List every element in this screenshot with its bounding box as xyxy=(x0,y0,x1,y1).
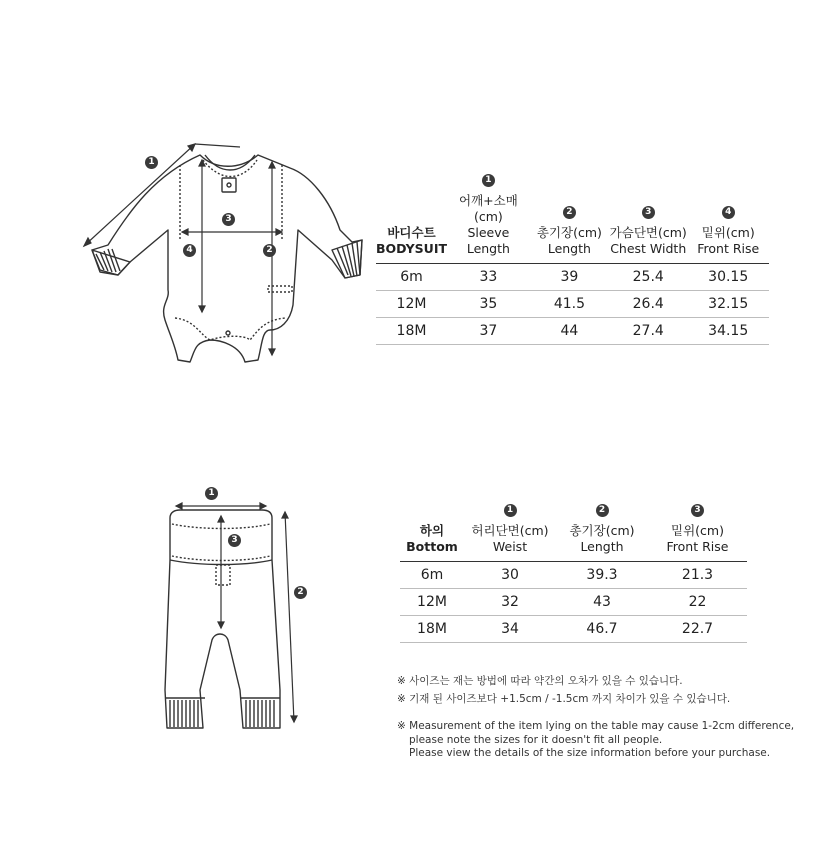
value-cell: 27.4 xyxy=(609,318,687,345)
column-label-kr: 밑위(cm) xyxy=(671,523,724,538)
row-label-header xyxy=(400,504,464,562)
size-cell: 18M xyxy=(376,318,447,345)
column-label-kr: 허리단면(cm) xyxy=(471,523,549,538)
value-cell: 21.3 xyxy=(648,562,747,589)
marker-2-icon: 2 xyxy=(563,206,576,219)
value-cell: 33 xyxy=(447,264,530,291)
value-cell: 22.7 xyxy=(648,616,747,643)
column-label-kr: 총기장(cm) xyxy=(536,225,602,240)
value-cell: 41.5 xyxy=(530,291,609,318)
marker-1-icon: 1 xyxy=(205,487,218,500)
marker-2-icon: 2 xyxy=(596,504,609,517)
value-cell: 46.7 xyxy=(556,616,648,643)
marker-1-icon: 1 xyxy=(145,156,158,169)
value-cell: 22 xyxy=(648,589,747,616)
column-label-en: Front Rise xyxy=(697,241,760,256)
value-cell: 37 xyxy=(447,318,530,345)
column-label-en: Sleeve Length xyxy=(466,225,510,256)
value-cell: 30.15 xyxy=(687,264,769,291)
table-row xyxy=(400,562,747,589)
value-cell: 39.3 xyxy=(556,562,648,589)
marker-3-icon: 3 xyxy=(691,504,704,517)
size-cell: 6m xyxy=(376,264,447,291)
bottom-size-table xyxy=(400,504,747,643)
bottom-label-kr: 하의 xyxy=(419,523,445,538)
marker-2-icon: 2 xyxy=(294,586,307,599)
value-cell: 30 xyxy=(464,562,556,589)
size-cell: 12M xyxy=(400,589,464,616)
bottom-label-en: Bottom xyxy=(406,539,458,554)
value-cell: 34.15 xyxy=(687,318,769,345)
marker-3-icon: 3 xyxy=(222,213,235,226)
value-cell: 39 xyxy=(530,264,609,291)
marker-4-icon: 4 xyxy=(183,244,196,257)
size-notes-en xyxy=(397,720,794,761)
value-cell: 32.15 xyxy=(687,291,769,318)
value-cell: 44 xyxy=(530,318,609,345)
column-header xyxy=(648,504,747,562)
bodysuit-label-en: BODYSUIT xyxy=(376,241,448,256)
marker-1-icon: 1 xyxy=(482,174,495,187)
marker-2-icon: 2 xyxy=(263,244,276,257)
column-label-en: Length xyxy=(580,539,624,554)
value-cell: 43 xyxy=(556,589,648,616)
column-header xyxy=(464,504,556,562)
column-header xyxy=(556,504,648,562)
size-cell: 12M xyxy=(376,291,447,318)
value-cell: 35 xyxy=(447,291,530,318)
column-label-en: Weist xyxy=(492,539,528,554)
column-label-kr: 총기장(cm) xyxy=(569,523,635,538)
marker-3-icon: 3 xyxy=(228,534,241,547)
value-cell: 34 xyxy=(464,616,556,643)
value-cell: 26.4 xyxy=(609,291,687,318)
note-line: ※ 사이즈는 재는 방법에 따라 약간의 오차가 있을 수 있습니다. xyxy=(397,675,683,687)
note-line: Please view the details of the size information before your purchase. xyxy=(409,747,771,759)
size-cell: 6m xyxy=(400,562,464,589)
table-header-row xyxy=(400,504,747,562)
column-label-kr: 어깨+소매(cm) xyxy=(459,193,518,224)
column-label-en: Length xyxy=(547,241,591,256)
column-label-kr: 밑위(cm) xyxy=(701,225,755,240)
table-row xyxy=(400,589,747,616)
column-label-en: Chest Width xyxy=(610,241,687,256)
note-line: ※ 기재 된 사이즈보다 +1.5cm / -1.5cm 까지 차이가 있을 수 있습니다. xyxy=(397,692,731,705)
size-cell: 18M xyxy=(400,616,464,643)
table-row xyxy=(400,616,747,643)
column-label-kr: 가슴단면(cm) xyxy=(609,225,687,240)
value-cell: 32 xyxy=(464,589,556,616)
size-notes-kr xyxy=(397,675,730,706)
note-line: ※ Measurement of the item lying on the table may cause 1-2cm difference, xyxy=(397,720,795,732)
bodysuit-label-kr: 바디수트 xyxy=(387,225,436,240)
marker-4-icon: 4 xyxy=(722,206,735,219)
marker-1-icon: 1 xyxy=(504,504,517,517)
marker-3-icon: 3 xyxy=(642,206,655,219)
value-cell: 25.4 xyxy=(609,264,687,291)
note-line: please note the sizes for it doesn't fit all people. xyxy=(409,733,663,746)
column-label-en: Front Rise xyxy=(666,539,729,554)
